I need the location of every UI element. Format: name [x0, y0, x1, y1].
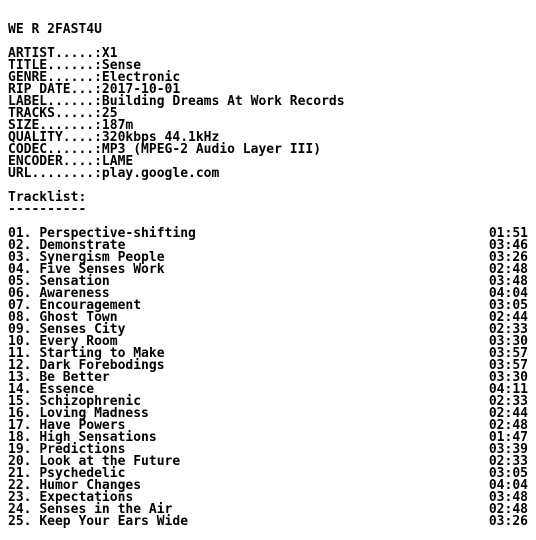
track-duration: 02:44	[488, 406, 528, 421]
track-title: Starting to Make	[39, 346, 165, 361]
track-number: 22.	[8, 478, 32, 493]
track-duration: 04:04	[488, 478, 528, 493]
track-title: Expectations	[39, 490, 134, 505]
track-duration: 03:39	[488, 442, 528, 457]
track-number: 13.	[8, 370, 32, 385]
info-value: MP3 (MPEG-2 Audio Layer III)	[101, 142, 322, 157]
track-title: Have Powers	[39, 418, 126, 433]
track-title: Perspective-shifting	[39, 226, 196, 241]
track-title: Five Senses Work	[39, 262, 165, 277]
spacer	[8, 180, 528, 192]
info-key: GENRE......:	[8, 70, 102, 85]
track-duration: 03:26	[488, 250, 528, 265]
info-value: X1	[101, 46, 118, 61]
track-duration: 01:51	[488, 226, 528, 241]
info-row	[8, 168, 528, 180]
tracklist-underline: ----------	[8, 202, 87, 217]
info-value: LAME	[101, 154, 134, 169]
track-duration: 03:48	[488, 490, 528, 505]
track-number: 17.	[8, 418, 32, 433]
track-number: 01.	[8, 226, 32, 241]
release-group-title: WE R 2FAST4U	[8, 22, 102, 37]
info-key: TRACKS.....:	[8, 106, 102, 121]
release-info-block	[8, 48, 528, 180]
track-duration: 03:30	[488, 370, 528, 385]
track-number: 08.	[8, 310, 32, 325]
info-value: 320kbps 44.1kHz	[101, 130, 220, 145]
track-number: 04.	[8, 262, 32, 277]
track-title: Synergism People	[39, 250, 165, 265]
info-value: 187m	[101, 118, 134, 133]
track-number: 25.	[8, 514, 32, 529]
track-title: Senses City	[39, 322, 126, 337]
track-title: Humor Changes	[39, 478, 142, 493]
track-duration: 04:04	[488, 286, 528, 301]
info-value: Electronic	[101, 70, 181, 85]
track-title: Essence	[39, 382, 95, 397]
info-key: SIZE.......:	[8, 118, 102, 133]
track-number: 03.	[8, 250, 32, 265]
track-title: Schizophrenic	[39, 394, 142, 409]
track-duration: 03:05	[488, 298, 528, 313]
track-duration: 03:57	[488, 346, 528, 361]
track-number: 16.	[8, 406, 32, 421]
track-number: 10.	[8, 334, 32, 349]
track-duration: 02:48	[488, 502, 528, 517]
track-duration: 03:48	[488, 274, 528, 289]
track-number: 05.	[8, 274, 32, 289]
track-duration: 03:26	[488, 514, 528, 529]
track-number: 20.	[8, 454, 32, 469]
info-key: ARTIST.....:	[8, 46, 102, 61]
info-key: TITLE......:	[8, 58, 102, 73]
track-duration: 02:48	[488, 418, 528, 433]
track-title: Every Room	[39, 334, 118, 349]
info-key: CODEC......:	[8, 142, 102, 157]
track-title: Look at the Future	[39, 454, 181, 469]
track-number: 11.	[8, 346, 32, 361]
track-left	[8, 516, 188, 528]
track-duration: 02:48	[488, 262, 528, 277]
track-number: 14.	[8, 382, 32, 397]
nfo-document	[8, 24, 528, 528]
info-key: LABEL......:	[8, 94, 102, 109]
track-title: Awareness	[39, 286, 110, 301]
track-duration: 02:44	[488, 310, 528, 325]
track-title: Senses in the Air	[39, 502, 173, 517]
info-value: Building Dreams At Work Records	[101, 94, 345, 109]
info-value: 2017-10-01	[101, 82, 181, 97]
info-key: QUALITY....:	[8, 130, 102, 145]
track-title: Dark Forebodings	[39, 358, 165, 373]
track-title: Loving Madness	[39, 406, 149, 421]
track-title: Keep Your Ears Wide	[39, 514, 189, 529]
track-number: 06.	[8, 286, 32, 301]
track-title: Psychedelic	[39, 466, 126, 481]
track-title: Encouragement	[39, 298, 142, 313]
track-title: Sensation	[39, 274, 110, 289]
track-duration: 03:57	[488, 358, 528, 373]
track-duration: 02:33	[488, 394, 528, 409]
info-key: ENCODER....:	[8, 154, 102, 169]
track-number: 18.	[8, 430, 32, 445]
track-duration: 04:11	[488, 382, 528, 397]
track-number: 19.	[8, 442, 32, 457]
track-number: 15.	[8, 394, 32, 409]
tracklist-heading: Tracklist:	[8, 190, 87, 205]
track-duration: 03:46	[488, 238, 528, 253]
info-key: URL........:	[8, 166, 102, 181]
info-value: 25	[101, 106, 118, 121]
track-number: 21.	[8, 466, 32, 481]
track-title: Be Better	[39, 370, 110, 385]
track-number: 09.	[8, 322, 32, 337]
track-duration: 03:05	[488, 466, 528, 481]
track-row	[8, 516, 528, 528]
info-value: Sense	[101, 58, 142, 73]
info-value: play.google.com	[101, 166, 220, 181]
track-number: 02.	[8, 238, 32, 253]
track-number: 12.	[8, 358, 32, 373]
info-key: RIP DATE...:	[8, 82, 102, 97]
track-duration: 01:47	[488, 430, 528, 445]
track-title: Predictions	[39, 442, 126, 457]
track-number: 07.	[8, 298, 32, 313]
track-title: Ghost Town	[39, 310, 118, 325]
track-duration: 02:33	[488, 322, 528, 337]
track-title: Demonstrate	[39, 238, 126, 253]
tracklist	[8, 228, 528, 528]
track-number: 23.	[8, 490, 32, 505]
track-duration: 03:30	[488, 334, 528, 349]
track-title: High Sensations	[39, 430, 157, 445]
track-duration: 02:33	[488, 454, 528, 469]
track-number: 24.	[8, 502, 32, 517]
